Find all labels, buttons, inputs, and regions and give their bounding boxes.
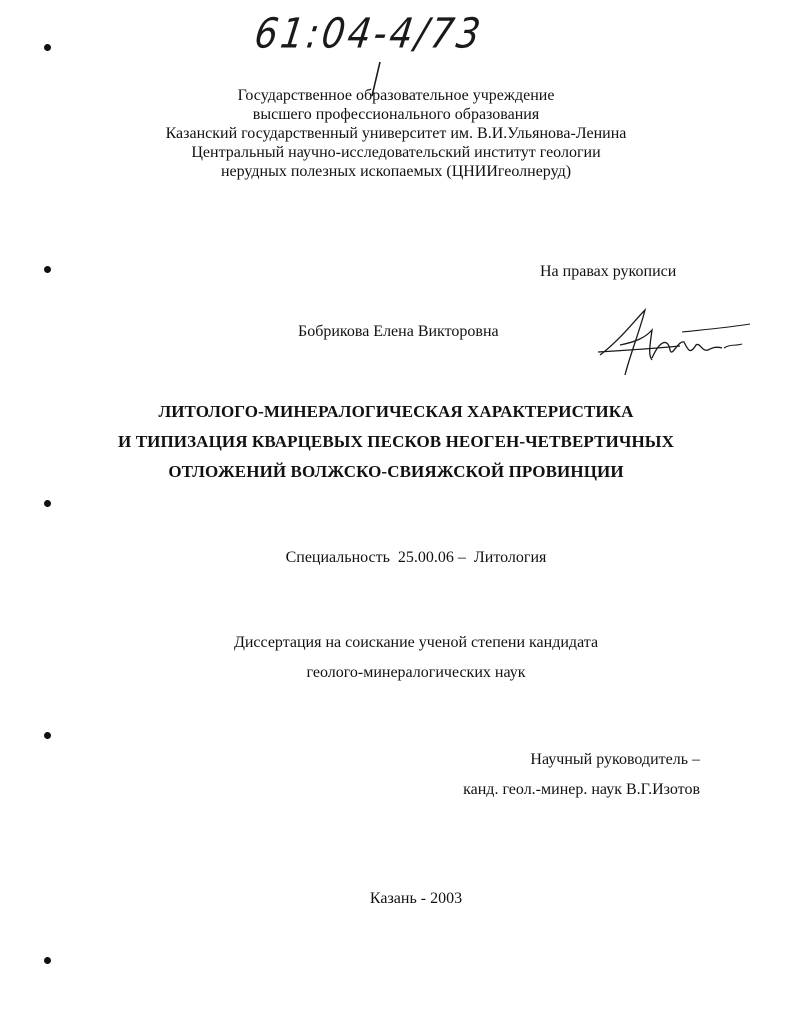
binding-dot (44, 44, 51, 51)
city-year: Казань - 2003 (369, 890, 463, 907)
title-line: И ТИПИЗАЦИЯ КВАРЦЕВЫХ ПЕСКОВ НЕОГЕН-ЧЕТВЕРТИЧНЫХ (118, 432, 674, 451)
supervisor-line: канд. геол.-минер. наук В.Г.Изотов (463, 781, 700, 798)
institution-line: Казанский государственный университет им. В.И.Ульянова-Ленина (165, 125, 627, 142)
rights-note: На правах рукописи (540, 263, 677, 280)
degree-line: Диссертация на соискание ученой степени кандидата (233, 634, 599, 651)
signature (590, 300, 760, 385)
degree-statement (20, 628, 792, 688)
title-line: ОТЛОЖЕНИЙ ВОЛЖСКО-СВИЯЖСКОЙ ПРОВИНЦИИ (168, 462, 624, 481)
binding-dot (44, 732, 51, 739)
archive-code: 61:04-4/73 (251, 10, 486, 59)
specialty: Специальность 25.00.06 – Литология (285, 549, 547, 566)
institution-line: Государственное образовательное учреждение (237, 87, 555, 104)
binding-dot (44, 266, 51, 273)
supervisor-block (463, 745, 700, 805)
supervisor-line: Научный руководитель – (530, 751, 700, 768)
title-line: ЛИТОЛОГО-МИНЕРАЛОГИЧЕСКАЯ ХАРАКТЕРИСТИКА (158, 402, 634, 421)
institution-line: высшего профессионального образования (252, 106, 540, 123)
dissertation-title (0, 397, 792, 487)
binding-dot (44, 500, 51, 507)
institution-line: нерудных полезных ископаемых (ЦНИИгеолнеруд) (220, 163, 572, 180)
institution-block (0, 86, 792, 181)
author-name: Бобрикова Елена Викторовна (298, 323, 499, 340)
degree-line: геолого-минералогических наук (306, 664, 526, 681)
institution-line: Центральный научно-исследовательский институт геологии (191, 144, 601, 161)
binding-dot (44, 957, 51, 964)
